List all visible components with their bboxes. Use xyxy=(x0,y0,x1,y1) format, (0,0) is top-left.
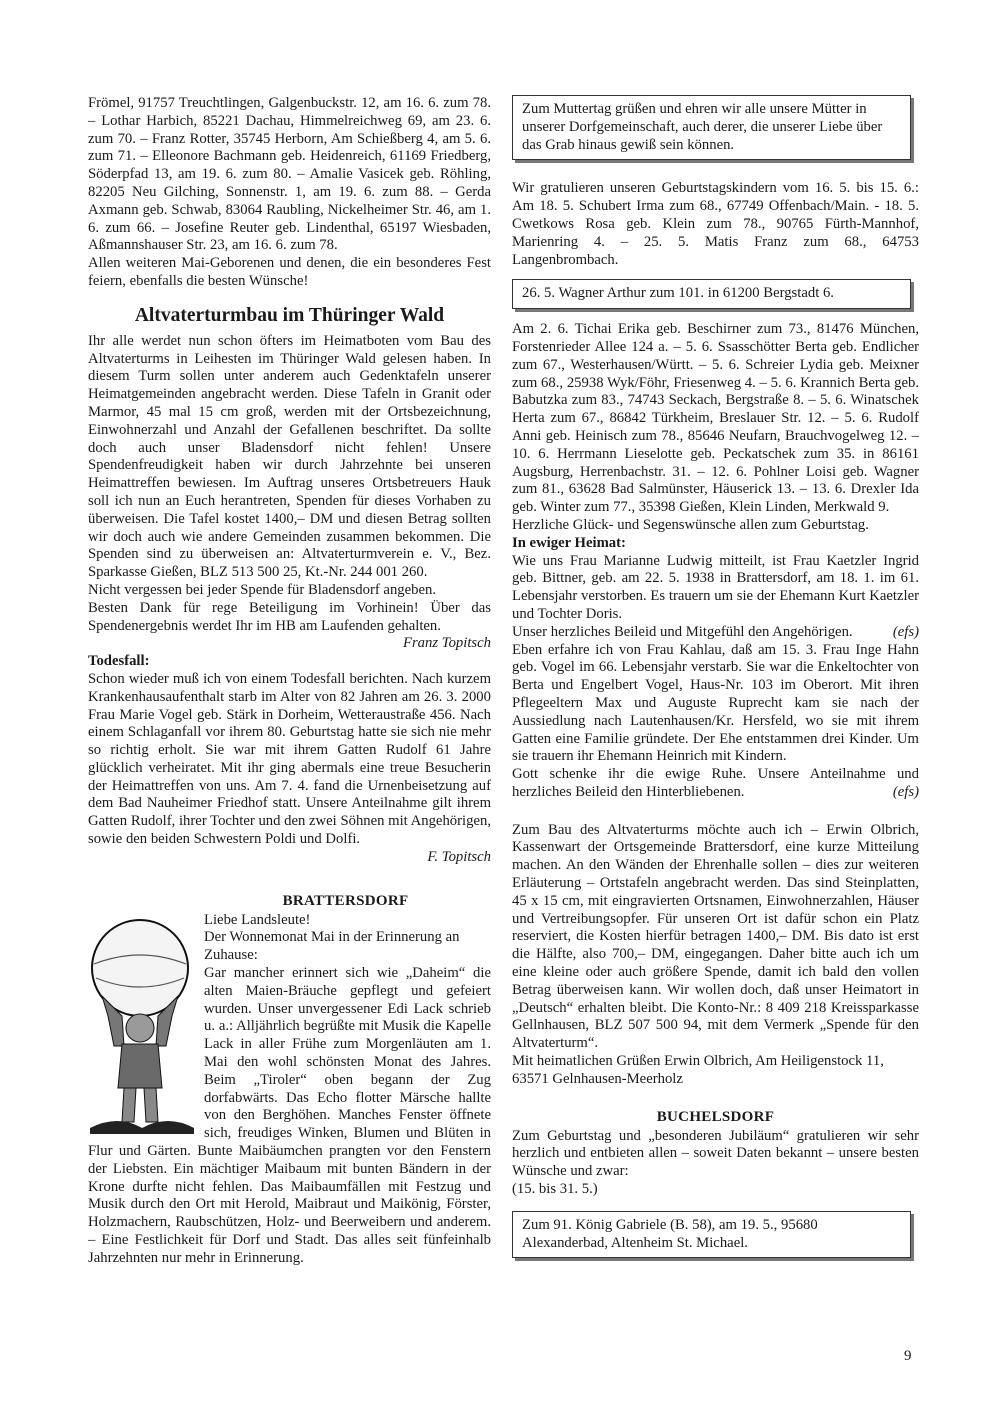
wagner-text: 26. 5. Wagner Arthur zum 101. in 61200 Bergstadt 6. xyxy=(522,285,834,302)
signature-efs-2: (efs) xyxy=(892,783,919,800)
left-column xyxy=(88,95,491,1268)
koenig-text: Zum 91. König Gabriele (B. 58), am 19. 5., 95680 Alexanderbad, Altenheim St. Michael. xyxy=(522,1216,818,1251)
page-number: 9 xyxy=(904,1348,912,1364)
olbrich-greeting: Mit heimatlichen Grüßen Erwin Olbrich, Am Heiligenstock 11, 63571 Gelnhausen-Meerholz xyxy=(512,1053,884,1087)
signature-franz-topitsch: Franz Topitsch xyxy=(402,635,491,652)
greeting-landsleute: Liebe Landsleute! xyxy=(204,911,311,928)
buchelsdorf-period: (15. bis 31. 5.) xyxy=(512,1181,598,1198)
muttertag-text: Zum Muttertag grüßen und ehren wir alle unsere Mütter in unserer Dorfgemeinschaft, auch derer, die unserer Liebe über das Grab hinaus gewiß sein können. xyxy=(522,101,883,153)
kaetzler-paragraph: Wie uns Frau Marianne Ludwig mitteilt, ist Frau Kaetzler Ingrid geb. Bittner, geb. am 22. 5. 1938 in Brattersdorf, am 18. 1. im 61. Lebensjahr verstorben. Es trauern um sie der Ehemann Kurt Kaetzler und Tochter Doris. xyxy=(512,552,919,622)
birthday-list-continued: Frömel, 91757 Treuchtlingen, Galgenbuckstr. 12, am 16. 6. zum 78. – Lothar Harbich, 85221 Dachau, Himmelreichweg 69, am 23. 6. zum 70. – Franz Rotter, 35745 Herborn, Am Schießberg 4, am 5. 6. zum 71. – Elleonore Bachmann geb. Heidenreich, 61169 Friedberg, Söderpfad 13, am 19. 6. zum 80. – Amalie Vasicek geb. Röhling, 82205 Neu Gilching, Sonnenstr. 1, am 19. 6. zum 88. – Gerda Axmann geb. Schwab, 83064 Raubling, Nickelheimer Str. 46, am 1. 6. zum 66. – Josefine Reuter geb. Lindenthal, 65197 Wiesbaden, Aßmannshauser Str. 23, am 16. 6. zum 78. xyxy=(88,95,491,254)
heading-brattersdorf: BRATTERSDORF xyxy=(282,892,409,909)
altvater-paragraph: Ihr alle werdet nun schon öfters im Heimatboten vom Bau des Altvaterturms in Leihesten im Thüringer Wald gelesen haben. In diesem Turm sollen unter anderem auch Gedenktafeln unserer Heimatgemeinden angebracht werden. Diese Tafeln in Granit oder Marmor, 45 mal 15 cm groß, werden mit der Ortsbezeichnung, Einwohnerzahl und Anzahl der Gefallenen beschriftet. Da sollte doch auch unser Bladensdorf nicht fehlen! Unsere Spendenfreudigkeit haben wir durch Jahrzehnte bei unseren Heimattreffen bewiesen. Im Auftrag unseres Ortsbetreuers Hauk soll ich nun an Euch herantreten, Spenden für dieses Vorhaben zu überweisen. Die Tafel kostet 1400,– DM und diesen Betrag sollten wir doch auch wie andere Gemeinden zusammen bekommen. Die Spenden sind zu überweisen an: Altvaterturmverein e. V., Bez. Sparkasse Gießen, BLZ 513 500 25, Kt.-Nr. 244 001 260. xyxy=(88,332,491,581)
koenig-box xyxy=(512,1211,911,1259)
label-todesfall: Todesfall: xyxy=(88,653,150,670)
muttertag-box xyxy=(512,95,911,160)
birthday-congratulations: Wir gratulieren unseren Geburtstagskindern vom 16. 5. bis 15. 6.: Am 18. 5. Schubert Irma zum 68., 67749 Offenbach/Main. - 18. 5. Cwetkows Rosa geb. Klein zum 78., 90765 Fürth-Mannhof, Marienring 4. – 25. 5. Matis Franz zum 68., 64753 Langenbrombach. xyxy=(512,180,919,268)
todesfall-paragraph: Schon wieder muß ich von einem Todesfall berichten. Nach kurzem Krankenhausaufenthalt starb im Alter von 82 Jahren am 26. 3. 2000 Frau Marie Vogel geb. Stärk in Dorheim, Wetteraustraße 456. Nach einem Schlaganfall vor ihrem 80. Geburtstag hatte sie sich nie mehr so richtig erholt. Sie war mit ihrem Gatten Rudolf 61 Jahre glücklich verheiratet. Mit ihr ging abermals eine treue Besucherin der Heimattreffen von uns. Am 7. 4. fand die Urnenbeisetzung auf dem Bad Nauheimer Friedhof statt. Unsere Anteilnahme gilt ihrem Gatten Rudolf, ihrer Tochter und den zwei Söhnen mit Angehörigen, sowie den beiden Schwestern Poldi und Dolfi. xyxy=(88,670,491,848)
buchelsdorf-paragraph: Zum Geburtstag und „besonderen Jubiläum“ gratulieren wir sehr herzlich und entbieten allen – soweit Daten bekannt – unsere besten Wünsche und zwar: xyxy=(512,1127,919,1180)
olbrich-paragraph: Zum Bau des Altvaterturms möchte auch ich – Erwin Olbrich, Kassenwart der Ortsgemeinde Brattersdorf, eine kurze Mitteilung machen. An den Wänden der Ehrenhalle sollen – dies zur weiteren Erläuterung – Ortstafeln angebracht werden. Das sind Steinplatten, 45 x 15 cm, mit eingravierten Ortsnamen, Einwohnerzahlen, Häuser und Vertreibungsopfer. Für unseren Ort ist dafür schon ein Platz reserviert, die Kosten hierfür betragen 1400,– DM. Bis dato ist erst die Hälfte, also 700,– DM, eingegangen. Daher bitte auch ich um eine kleine oder auch größere Spende, damit ich bald den vollen Betrag überweisen kann. Wir wollen doch, daß unser Heimatort in „Deutsch“ erhalten bleibt. Die Konto-Nr.: 8 409 218 Kreissparkasse Gellnhausen, BLZ 507 500 94, mit dem Vermerk „Spende für den Altvaterturm“. xyxy=(512,821,919,1052)
wagner-box xyxy=(512,279,911,309)
june-birthdays: Am 2. 6. Tichai Erika geb. Beschirner zum 73., 81476 München, Forstenrieder Allee 124 a. – 5. 6. Ssasschötter Berta geb. Endlicher zum 67., Westerhausen/Württ. – 5. 6. Schreier Lydia geb. Meixner zum 68., 25938 Wyk/Föhr, Friesenweg 4. – 5. 6. Krannich Berta geb. Babutzka zum 83., 74743 Seckach, Bergstraße 8. – 5. 6. Winatschek Herta zum 67., 86842 Türkheim, Breslauer Str. 12. – 5. 6. Rudolf Anni geb. Heinisch zum 78., 85646 Neufarn, Brauchvogelweg 12. – 10. 6. Herrmann Lieselotte geb. Peckatschek zum 35. in 86161 Augsburg, Herrenbachstr. 31. – 12. 6. Pohlner Loisi geb. Wagner zum 81., 63628 Bad Salmünster, Häuserick 13. – 13. 6. Drexler Ida geb. Winter zum 77., 35398 Gießen, Klein Linden, Merkwald 9. xyxy=(512,321,919,516)
glueckwunsch-line: Herzliche Glück- und Segenswünsche allen zum Geburtstag. xyxy=(512,516,869,533)
wonnemonat-intro: Der Wonnemonat Mai in der Erinnerung an Zuhause: xyxy=(204,929,460,964)
label-in-ewiger-heimat: In ewiger Heimat: xyxy=(512,534,626,551)
ruhe-text: Gott schenke ihr die ewige Ruhe. Unsere Anteilnahme und herzliches Beileid den Hinterbliebenen. xyxy=(512,766,919,800)
altvater-note: Nicht vergessen bei jeder Spende für Bladensdorf angeben. xyxy=(88,581,437,598)
heading-altvaterturmbau: Altvaterturmbau im Thüringer Wald xyxy=(134,304,445,326)
atlas-figure-illustration xyxy=(88,916,196,1138)
hahn-paragraph: Eben erfahre ich von Frau Kahlau, daß am 15. 3. Frau Inge Hahn geb. Vogel im 66. Lebensjahr verstarb. Sie war die Enkeltochter von Berta und Engelbert Vogel, Haus-Nr. 103 im Oberort. Mit ihren Pflegeeltern Max und Auguste Ruprecht kam sie nach der Aussiedlung nach Lautenhausen/Kr. Hersfeld, wo sie mit ihrem Gatten eine Familie gründete. Der Ehe entstammen drei Kinder. Um sie trauern ihr Ehemann Heinrich mit Kindern. xyxy=(512,641,919,765)
beileid-line xyxy=(512,624,919,642)
ruhe-paragraph xyxy=(512,766,919,802)
maien-paragraph: Gar mancher erinnert sich wie „Daheim“ die alten Maien-Bräuche gepflegt und gefeiert wurden. Unser unvergessener Edi Lack schrieb u. a.: Alljährlich begrüßte mit Musik die Kapelle Lack in aller Frühe zum Morgenläuten am 1. Mai den wohl schönsten Monat des Jahres. Beim „Tiroler“ oben begann der Zug dorfabwärts. Das Echo flotter Märsche hallte von den Berghöhen. Manches Fenster öffnete sich, freudiges Winken, Blumen und Blüten in Flur und Gärten. Bunte Maibäumchen prangten vor den Fenstern der Liebsten. Ein mächtiger Maibaum mit bunten Bändern in der Krone durfte nicht fehlen. Das Maibaumfällen mit Festzug und Musik durch den Ort mit Herold, Maibraut und Maikönig, Förster, Holzmachern, Raubschützen, Holz- und Beerweibern und anderem. – Eine Festlichkeit für Dorf und Stadt. Das alles seit fünfeinhalb Jahrzehnten nur mehr in Erinnerung. xyxy=(88,965,491,1266)
wishes-paragraph: Allen weiteren Mai-Geborenen und denen, die ein besonderes Fest feiern, ebenfalls die besten Wünsche! xyxy=(88,255,491,289)
beileid-text: Unser herzliches Beileid und Mitgefühl den Angehörigen. xyxy=(512,623,853,640)
altvater-thanks: Besten Dank für rege Beteiligung im Vorhinein! Über das Spendenergebnis werdet Ihr im HB am Laufenden gehalten. xyxy=(88,599,491,634)
signature-efs-1: (efs) xyxy=(892,623,919,640)
heading-buchelsdorf: BUCHELSDORF xyxy=(656,1108,775,1125)
right-column xyxy=(512,95,919,1258)
signature-f-topitsch: F. Topitsch xyxy=(427,848,491,865)
